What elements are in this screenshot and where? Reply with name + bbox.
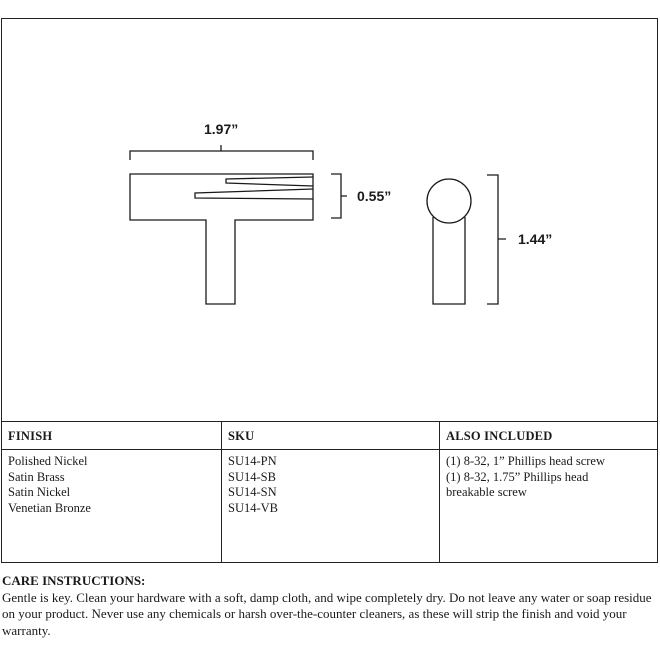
- height-dimension-label: 1.44”: [518, 231, 553, 247]
- care-instructions: [2, 573, 658, 639]
- care-instructions-body: Gentle is key. Clean your hardware with a soft, damp cloth, and wipe completely dry. Do not leave any water or soap residue on your product. Never use any chemicals or harsh over-the-counter cleaners, as these will strip the finish and void your warranty.: [2, 589, 652, 638]
- finish-list: [2, 450, 221, 516]
- spec-table: [2, 421, 657, 563]
- included-item: (1) 8-32, 1” Phillips head screw: [446, 454, 605, 468]
- sku-item: SU14-PN: [228, 454, 277, 468]
- care-instructions-title: CARE INSTRUCTIONS:: [2, 573, 146, 588]
- also-included-column: [439, 422, 658, 563]
- knob-drawing-svg: [2, 19, 657, 421]
- sku-header: SKU: [222, 422, 440, 450]
- sku-item: SU14-SN: [228, 485, 277, 499]
- finish-item: Venetian Bronze: [8, 500, 91, 515]
- depth-dimension-label: 0.55”: [357, 188, 392, 204]
- depth-dimension-line: [331, 174, 347, 218]
- knob-front-view: [130, 174, 313, 304]
- finish-item: Polished Nickel: [8, 454, 88, 468]
- sku-item: SU14-VB: [228, 500, 279, 515]
- finish-header: FINISH: [2, 422, 221, 450]
- also-included-header: ALSO INCLUDED: [440, 422, 658, 450]
- technical-drawing: [2, 19, 657, 421]
- spec-sheet-frame: [1, 18, 658, 563]
- width-dimension-line: [130, 145, 313, 160]
- included-item: breakable screw: [446, 485, 527, 499]
- sku-list: [222, 450, 440, 516]
- finish-column: [2, 422, 221, 563]
- finish-item: Satin Nickel: [8, 485, 71, 499]
- also-included-list: [440, 450, 658, 501]
- sku-item: SU14-SB: [228, 469, 276, 484]
- knob-side-view-top: [427, 179, 471, 223]
- knob-slot-detail: [195, 177, 313, 199]
- included-item: (1) 8-32, 1.75” Phillips head: [446, 469, 589, 484]
- width-dimension-label: 1.97”: [204, 121, 239, 137]
- finish-item: Satin Brass: [8, 469, 65, 484]
- knob-side-view-stem: [433, 217, 465, 304]
- sku-column: [221, 422, 440, 563]
- height-dimension-line: [487, 175, 506, 304]
